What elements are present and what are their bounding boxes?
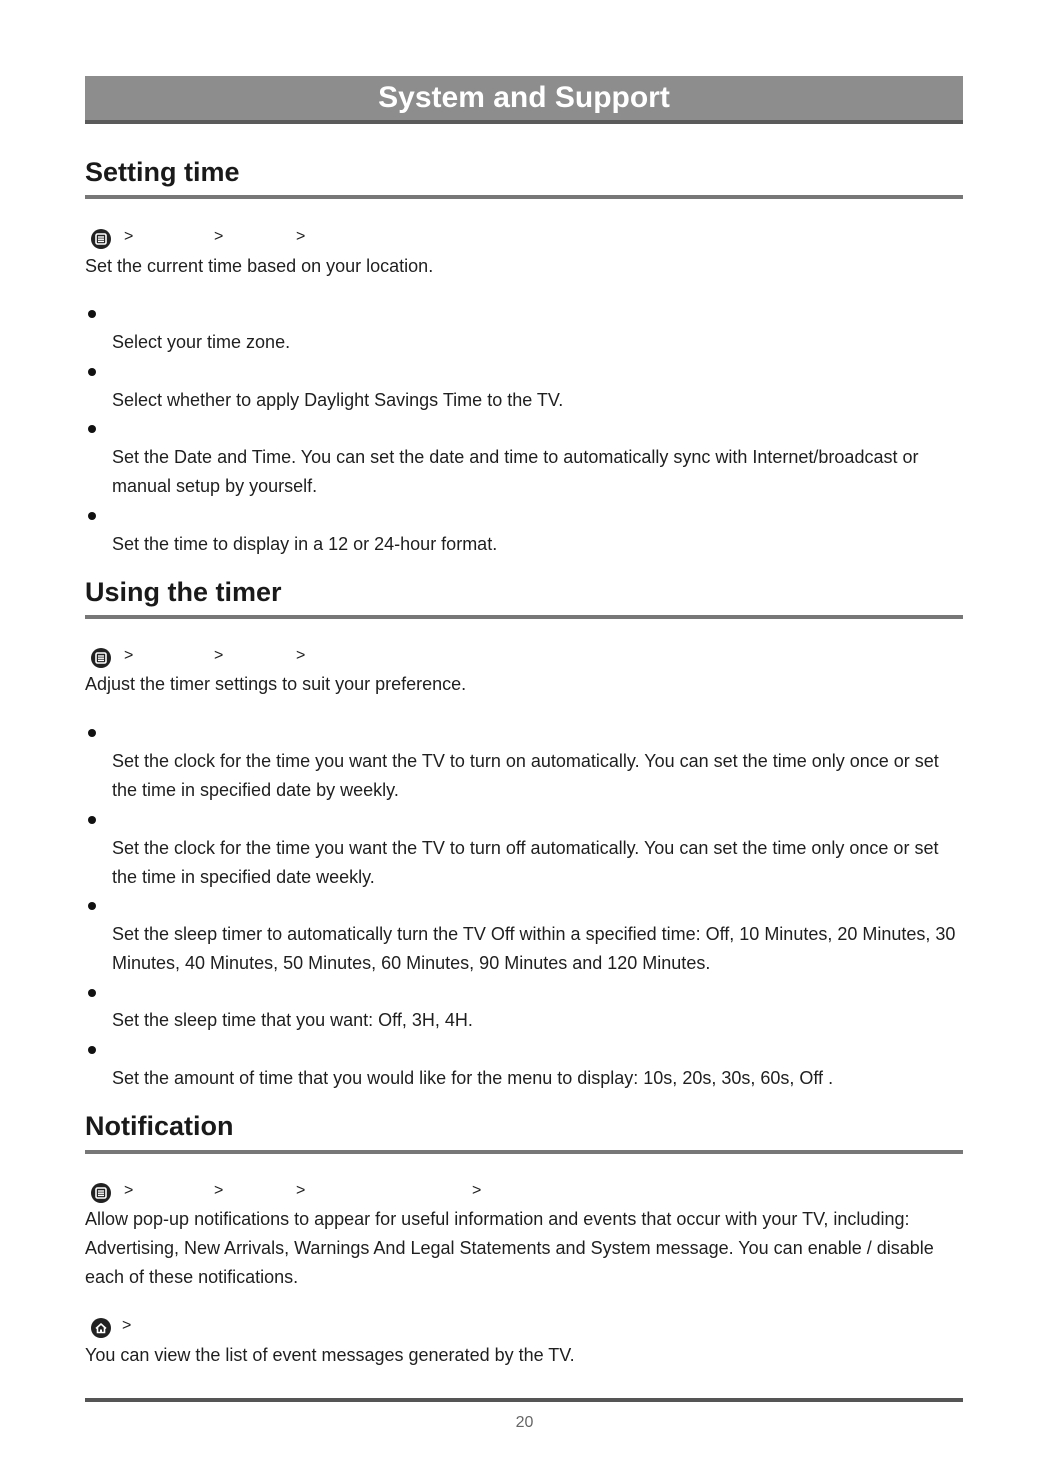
path-separator: >	[124, 1182, 134, 1199]
section-intro: Set the current time based on your location.	[85, 256, 434, 276]
section-intro: Adjust the timer settings to suit your preference.	[85, 674, 467, 694]
path-separator: >	[296, 1182, 306, 1199]
footer-rule	[85, 1398, 963, 1402]
bullet	[88, 989, 98, 999]
home-icon	[90, 1317, 112, 1339]
section-rule	[85, 195, 963, 199]
list-item: Select your time zone.	[112, 332, 291, 352]
list-item: Select whether to apply Daylight Savings Time to the TV.	[112, 390, 564, 410]
bullet	[88, 512, 98, 522]
path-separator: >	[214, 228, 224, 245]
section-rule	[85, 1150, 963, 1154]
bullet	[88, 310, 98, 320]
menu-icon	[90, 647, 112, 669]
list-item: Set the sleep time that you want: Off, 3H, 4H.	[112, 1010, 473, 1030]
menu-icon	[90, 228, 112, 250]
home-description: You can view the list of event messages generated by the TV.	[85, 1345, 575, 1365]
list-item: Set the amount of time that you would like for the menu to display: 10s, 20s, 30s, 60s, Off .	[112, 1068, 834, 1088]
menu-icon	[90, 1182, 112, 1204]
section-title-using-the-timer: Using the timer	[85, 577, 282, 607]
path-separator: >	[122, 1317, 132, 1334]
section-intro: Allow pop-up notifications to appear for useful information and events that occur with your TV, including: Advertising, New Arrivals, Warnings And Legal Statements and System message. You can enable / disable each of these notifications.	[85, 1209, 934, 1287]
path-separator: >	[472, 1182, 482, 1199]
bullet	[88, 902, 98, 912]
path-separator: >	[124, 647, 134, 664]
list-item: Set the clock for the time you want the TV to turn on automatically. You can set the time only once or set the time in specified date by weekly.	[112, 751, 939, 800]
chapter-banner: System and Support	[85, 76, 963, 124]
bullet	[88, 729, 98, 739]
bullet	[88, 816, 98, 826]
section-title-setting-time: Setting time	[85, 157, 240, 187]
path-separator: >	[296, 228, 306, 245]
page-number: 20	[515, 1414, 534, 1431]
section-rule	[85, 615, 963, 619]
bullet	[88, 1046, 98, 1056]
bullet	[88, 425, 98, 435]
section-title-notification: Notification	[85, 1111, 234, 1141]
list-item: Set the time to display in a 12 or 24-hour format.	[112, 534, 498, 554]
list-item: Set the sleep timer to automatically turn the TV Off within a specified time: Off, 10 Minutes, 20 Minutes, 30 Minutes, 40 Minutes, 50 Minutes, 60 Minutes, 90 Minutes and 120 Minutes.	[112, 924, 956, 973]
path-separator: >	[214, 647, 224, 664]
list-item: Set the clock for the time you want the TV to turn off automatically. You can set the time only once or set the time in specified date weekly.	[112, 838, 939, 887]
path-separator: >	[296, 647, 306, 664]
path-separator: >	[124, 228, 134, 245]
list-item: Set the Date and Time. You can set the date and time to automatically sync with Internet/broadcast or manual setup by yourself.	[112, 447, 919, 496]
path-separator: >	[214, 1182, 224, 1199]
bullet	[88, 368, 98, 378]
